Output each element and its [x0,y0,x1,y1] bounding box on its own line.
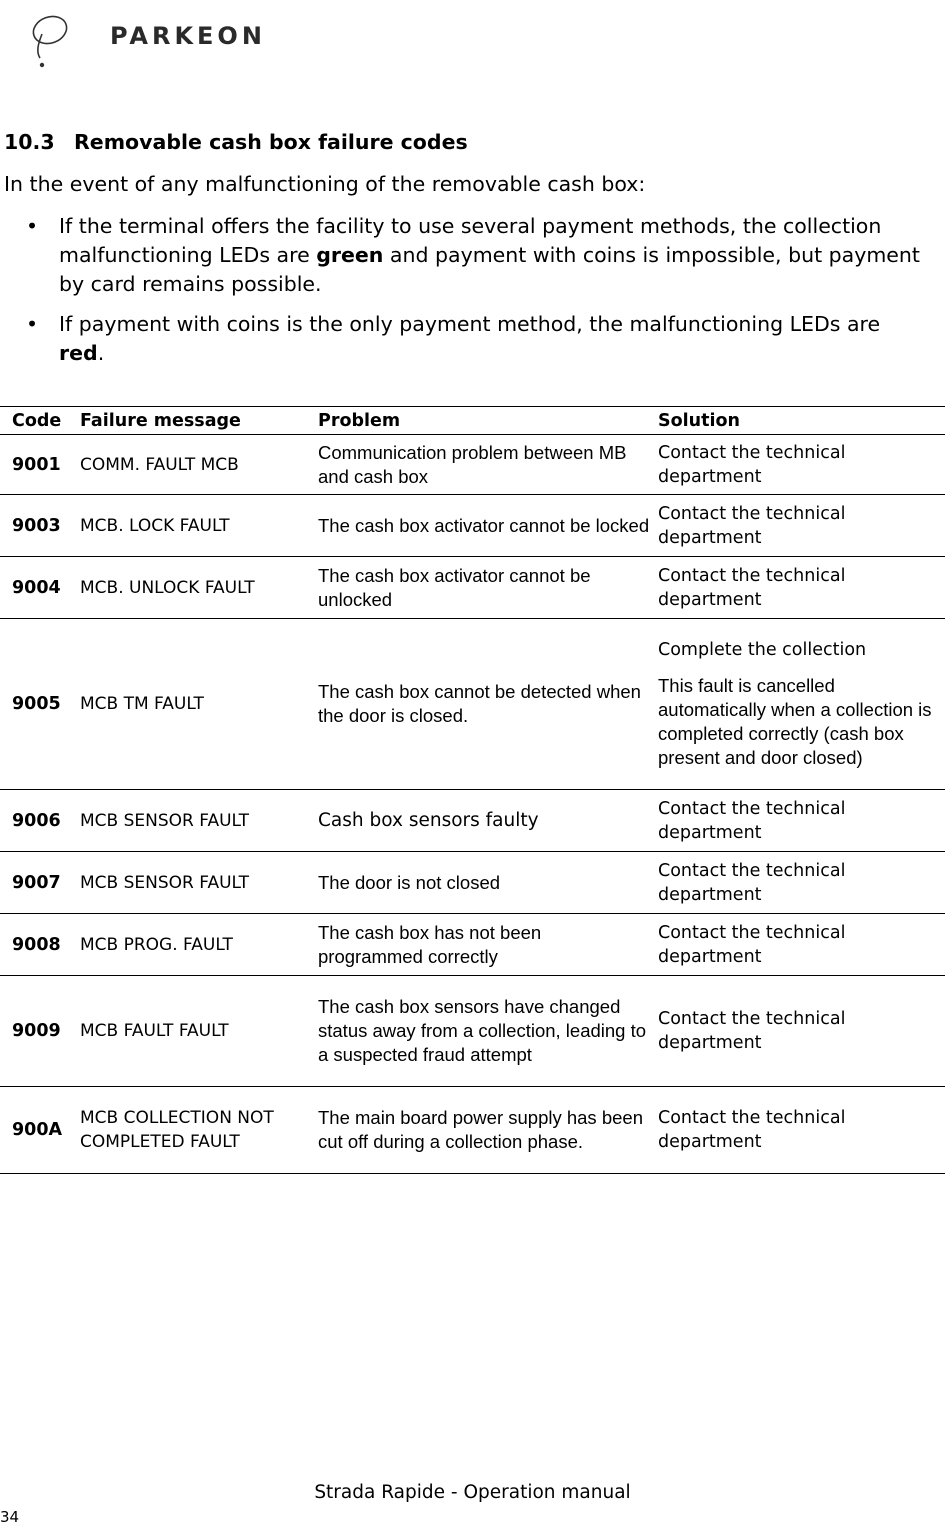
cell-code: 900A [0,1087,76,1174]
bullet-icon: • [26,214,39,238]
cell-problem: The main board power supply has been cut off during a collection phase. [314,1087,654,1174]
bullet-text-after: and payment with coins is impossible, but payment by card remains possible. [59,243,920,296]
cell-problem: Communication problem between MB and cash box [314,435,654,495]
bullet-list [0,212,930,379]
cell-code: 9005 [0,619,76,790]
section-number: 10.3 [4,130,55,154]
page-number: 34 [0,1508,20,1526]
cell-solution: Contact the technical department [654,495,945,557]
cell-code: 9004 [0,557,76,619]
solution-text: Complete the collection [658,640,867,660]
cell-solution: Contact the technical department [654,790,945,852]
cell-problem: The cash box activator cannot be unlocked [314,557,654,619]
cell-message: MCB TM FAULT [76,619,314,790]
table-row [0,976,945,1087]
cell-problem: Cash box sensors faulty [314,790,654,852]
list-item [0,310,930,368]
cell-code: 9006 [0,790,76,852]
table-header-row [0,407,945,435]
cell-solution: Contact the technical department [654,914,945,976]
parkeon-logo-icon [18,0,88,72]
cell-message: MCB. UNLOCK FAULT [76,557,314,619]
footer-title: Strada Rapide - Operation manual [314,1482,631,1503]
cell-message: MCB SENSOR FAULT [76,852,314,914]
table-row [0,557,945,619]
cell-solution: Contact the technical department [654,435,945,495]
bullet-text-before: If the terminal offers the facility to use several payment methods, the collection malfunctioning LEDs are [59,214,882,267]
logo-wordmark: PARKEON [110,22,266,50]
bullet-icon: • [26,312,39,336]
header-problem: Problem [314,407,654,435]
table-row [0,790,945,852]
cell-message: MCB. LOCK FAULT [76,495,314,557]
solution-note: This fault is cancelled automatically when a collection is completed correctly (cash box present and door closed) [658,675,932,768]
table-row [0,435,945,495]
cell-solution: Contact the technical department [654,557,945,619]
cell-problem: The cash box activator cannot be locked [314,495,654,557]
table-row [0,914,945,976]
bullet-keyword: green [316,243,384,267]
cell-problem: The door is not closed [314,852,654,914]
cell-message: MCB FAULT FAULT [76,976,314,1087]
intro-paragraph: In the event of any malfunctioning of the removable cash box: [4,172,646,196]
table-row [0,495,945,557]
bullet-keyword: red [59,341,98,365]
list-item [0,212,930,299]
section-title-text: Removable cash box failure codes [74,130,468,154]
table-row [0,852,945,914]
cell-code: 9007 [0,852,76,914]
header-failure-message: Failure message [76,407,314,435]
bullet-text-after: . [97,341,105,365]
cell-message: MCB COLLECTION NOT COMPLETED FAULT [76,1087,314,1174]
bullet-text-before: If payment with coins is the only payment method, the malfunctioning LEDs are [59,312,881,336]
cell-message: MCB PROG. FAULT [76,914,314,976]
cell-code: 9009 [0,976,76,1087]
failure-codes-table [0,406,945,1174]
cell-problem: The cash box sensors have changed status away from a collection, leading to a suspected fraud attempt [314,976,654,1087]
cell-message: MCB SENSOR FAULT [76,790,314,852]
cell-message: COMM. FAULT MCB [76,435,314,495]
cell-problem: The cash box has not been programmed correctly [314,914,654,976]
cell-code: 9008 [0,914,76,976]
cell-solution: Contact the technical department [654,1087,945,1174]
header-code: Code [0,407,76,435]
cell-problem: The cash box cannot be detected when the door is closed. [314,619,654,790]
parkeon-logo [18,0,278,72]
section-title [4,130,468,154]
cell-solution: Contact the technical department [654,852,945,914]
header-solution: Solution [654,407,945,435]
cell-code: 9001 [0,435,76,495]
cell-solution [654,619,945,790]
table-row [0,1087,945,1174]
cell-solution: Contact the technical department [654,976,945,1087]
cell-code: 9003 [0,495,76,557]
table-row [0,619,945,790]
